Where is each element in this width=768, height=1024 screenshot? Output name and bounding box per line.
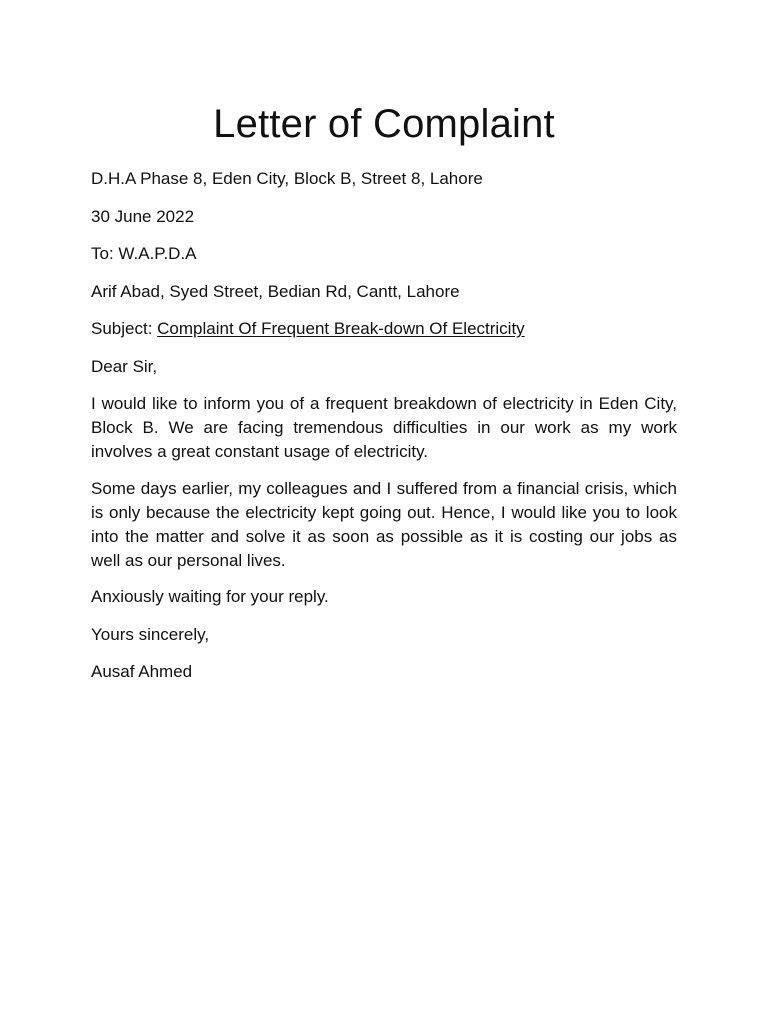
sign-off: Yours sincerely, — [91, 624, 210, 644]
sender-address: D.H.A Phase 8, Eden City, Block B, Street 8, Lahore — [91, 169, 483, 188]
subject-label: Subject: — [91, 319, 158, 338]
letter-body — [91, 167, 677, 698]
letter-title: Letter of Complaint — [213, 102, 555, 146]
body-paragraph-2: Some days earlier, my colleagues and I suffered from a financial crisis, which is only because the electricity kept going out. Hence, I would like you to look into the matter and solve it as soon as possible as it is costing our jobs as well as our personal lives. — [91, 478, 677, 570]
subject-text: Complaint Of Frequent Break-down Of Electricity — [157, 319, 525, 338]
closing-line: Anxiously waiting for your reply. — [91, 587, 329, 606]
body-paragraph-1: I would like to inform you of a frequent breakdown of electricity in Eden City, Block B. We are facing tremendous difficulties in our work as my work involves a great constant usage of electricity. — [91, 394, 677, 461]
subject-line — [91, 317, 677, 341]
letter-date: 30 June 2022 — [91, 206, 195, 226]
salutation: Dear Sir, — [91, 356, 158, 376]
recipient-line: To: W.A.P.D.A — [91, 244, 197, 263]
signature-name: Ausaf Ahmed — [91, 662, 193, 681]
recipient-address: Arif Abad, Syed Street, Bedian Rd, Cantt, Lahore — [91, 281, 460, 301]
